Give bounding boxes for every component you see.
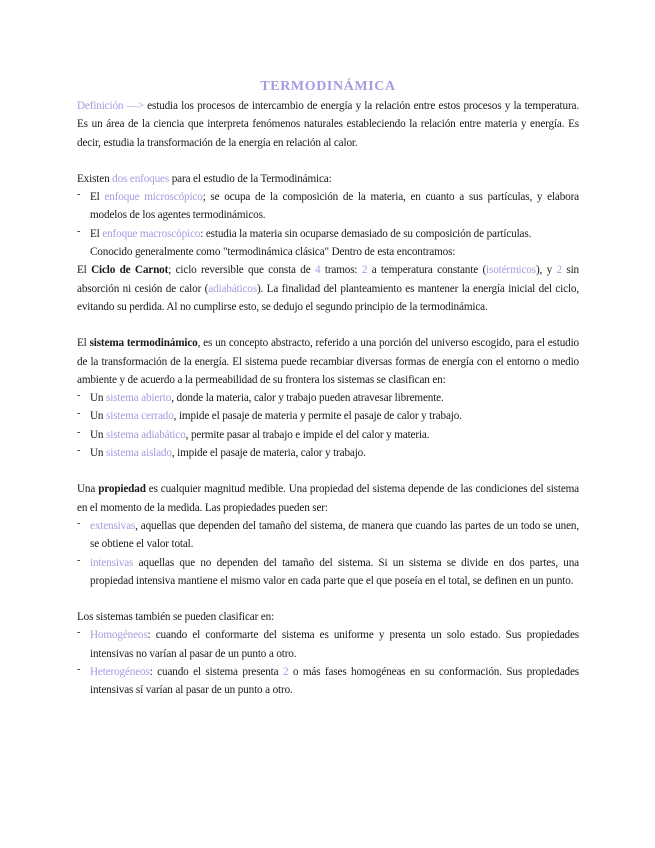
list-item xyxy=(77,389,579,407)
carnot-term: Ciclo de Carnot xyxy=(91,264,169,277)
carnot-text: ). La finalidad del planteamiento es mantener la energía inicial del ciclo, evitando su perdida. Al no cumplirse esto, se dedujo el segundo principio de la termodinámica. xyxy=(77,282,579,313)
propiedad-paragraph xyxy=(77,480,579,517)
item-highlight: sistema aislado xyxy=(106,447,172,460)
list-item xyxy=(77,407,579,425)
item-pre: Un xyxy=(90,428,107,441)
clasificacion-list xyxy=(77,626,579,699)
carnot-highlight: adiabáticos xyxy=(208,282,257,295)
list-item xyxy=(77,626,579,663)
item-text: : cuando el conformarte del sistema es uniforme y presenta un solo estado. Sus propiedades intensivas no varían al pasar de un punto a otro. xyxy=(90,629,579,660)
item-highlight: Homogéneos xyxy=(90,629,148,642)
enfoques-intro-post: para el estudio de la Termodinámica: xyxy=(169,172,332,185)
list-item xyxy=(77,225,579,243)
carnot-highlight: isotérmicos xyxy=(486,264,536,277)
item-pre: Un xyxy=(90,392,107,405)
carnot-text: sin absorción ni cesión de calor ( xyxy=(77,264,579,295)
item-text: , impide el pasaje de materia, calor y trabajo. xyxy=(171,447,366,460)
item-highlight: extensivas xyxy=(90,519,136,532)
spacer xyxy=(77,462,579,480)
item-highlight: sistema adiabático xyxy=(106,428,186,441)
sistema-term: sistema termodinámico xyxy=(89,337,198,350)
carnot-text: a temperatura constante ( xyxy=(367,264,487,277)
item-pre: Un xyxy=(90,447,107,460)
item-text: aquellas que no dependen del tamaño del sistema. Si un sistema se divide en dos partes, una propiedad intensiva mantiene el mismo valor en cada parte que el que poseía en el total, se definen en un punto. xyxy=(90,556,579,587)
item-number: 2 xyxy=(282,666,289,679)
list-item xyxy=(77,517,579,554)
spacer xyxy=(77,152,579,170)
sistema-text: , es un concepto abstracto, referido a una porción del universo escogido, para el estudio de la transformación de la energía. El sistema puede recambiar diversas formas de energía con el entorno o medio ambiente y de acuerdo a la permeabilidad de su frontera los sistemas se clasifican en: xyxy=(77,337,579,386)
item-text: : cuando el sistema presenta xyxy=(149,666,283,679)
carnot-text: tramos: xyxy=(320,264,362,277)
item-text: ; se ocupa de la composición de la materia, en cuanto a sus partículas, y elabora modelos de los agentes termodinámicos. xyxy=(90,191,579,222)
item-highlight: enfoque macroscópico xyxy=(102,227,201,240)
clasificacion-intro: Los sistemas también se pueden clasificar en: xyxy=(77,611,275,624)
sistemas-list xyxy=(77,389,579,462)
item-text: o más fases homogéneas en su conformación. Sus propiedades intensivas sí varían al pasar de un punto a otro. xyxy=(90,666,579,697)
carnot-number: 4 xyxy=(314,264,321,277)
propiedad-text: es cualquier magnitud medible. Una propiedad del sistema depende de las condiciones del sistema en el momento de la medida. Las propiedades pueden ser: xyxy=(77,483,579,514)
enfoques-list xyxy=(77,188,579,243)
enfoques-intro-pre: Existen xyxy=(77,172,113,185)
list-item xyxy=(77,444,579,462)
enfoques-intro-highlight: dos enfoques xyxy=(112,172,170,185)
list-item xyxy=(77,426,579,444)
propiedad-pre: Una xyxy=(77,483,99,496)
item-text: : estudia la materia sin ocuparse demasiado de su composición de partículas. xyxy=(200,227,532,240)
sistema-pre: El xyxy=(77,337,90,350)
enfoques-intro xyxy=(77,170,579,188)
spacer xyxy=(77,590,579,608)
carnot-number: 2 xyxy=(556,264,562,277)
list-item xyxy=(77,554,579,591)
carnot-text: ; ciclo reversible que consta de xyxy=(168,264,315,277)
list-item xyxy=(77,188,579,225)
definition-text: estudia los procesos de intercambio de energía y la relación entre estos procesos y la temperatura. Es un área de la ciencia que interpreta fenómenos naturales estableciendo la relación entre materia y energía. Es decir, estudia la transformación de la energía en relación al calor. xyxy=(77,100,579,149)
carnot-text: ), y xyxy=(535,264,557,277)
page-title: TERMODINÁMICA xyxy=(260,79,396,94)
definition-paragraph xyxy=(77,97,579,152)
item-text: , permite pasar al trabajo e impide el del calor y materia. xyxy=(185,428,430,441)
item-highlight: Heterogéneos xyxy=(90,666,150,679)
item-highlight: intensivas xyxy=(90,556,134,569)
definition-lead: Definición —> xyxy=(77,100,144,112)
item-highlight: sistema abierto xyxy=(106,392,172,405)
carnot-pre: El xyxy=(77,264,92,277)
list-item xyxy=(77,663,579,700)
item-text: , impide el pasaje de materia y permite el pasaje de calor y trabajo. xyxy=(173,410,462,423)
item-text: , donde la materia, calor y trabajo pueden atravesar libremente. xyxy=(171,392,444,405)
item-pre: Un xyxy=(90,410,107,423)
propiedades-list xyxy=(77,517,579,590)
sistema-paragraph xyxy=(77,334,579,389)
carnot-number: 2 xyxy=(361,264,368,277)
item-highlight: enfoque microscópico xyxy=(104,191,203,204)
item-pre: El xyxy=(90,191,105,204)
item-text: , aquellas que dependen del tamaño del sistema, de manera que cuando las partes de un todo se unen, se obtiene el valor total. xyxy=(90,519,579,551)
item-pre: El xyxy=(90,227,103,240)
item-highlight: sistema cerrado xyxy=(106,410,174,423)
spacer xyxy=(77,316,579,334)
propiedad-term: propiedad xyxy=(98,483,146,496)
enfoques-note: Conocido generalmente como "termodinámica clásica" Dentro de esta encontramos: xyxy=(90,246,456,259)
carnot-paragraph xyxy=(77,261,579,316)
